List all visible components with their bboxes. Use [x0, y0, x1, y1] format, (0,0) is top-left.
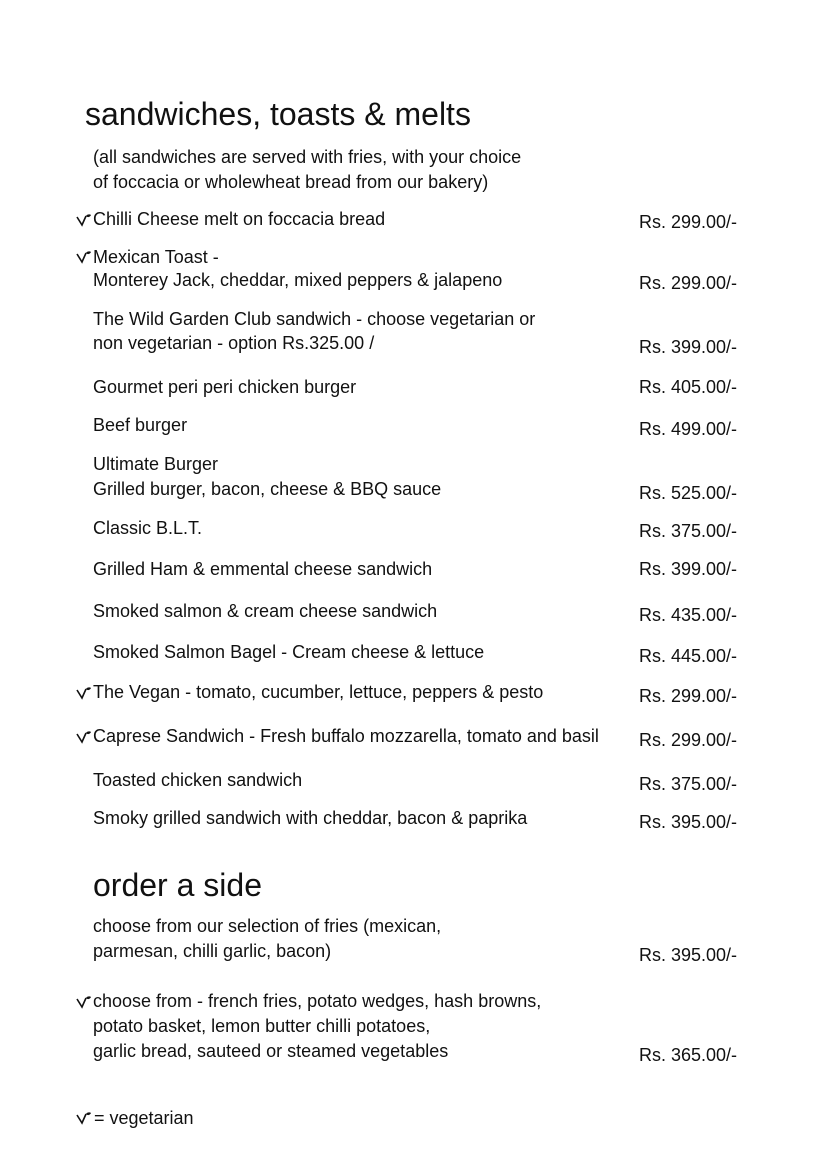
- menu-item-price: Rs. 399.00/-: [639, 559, 738, 579]
- menu-item-price: Rs. 499.00/-: [639, 419, 738, 439]
- menu-item-name: Grilled Ham & emmental cheese sandwich: [93, 559, 433, 579]
- menu-item-price: Rs. 395.00/-: [639, 945, 738, 965]
- legend-label: = vegetarian: [94, 1108, 194, 1128]
- menu-item-price: Rs. 395.00/-: [639, 812, 738, 832]
- menu-item-price: Rs. 299.00/-: [639, 686, 738, 706]
- menu-item-name: Smoked Salmon Bagel - Cream cheese & lettuce: [93, 642, 485, 662]
- menu-item-description: Grilled burger, bacon, cheese & BBQ sauce: [93, 479, 442, 499]
- menu-item-name: Smoky grilled sandwich with cheddar, bacon & paprika: [93, 808, 528, 828]
- menu-item-name: The Vegan - tomato, cucumber, lettuce, peppers & pesto: [93, 682, 544, 702]
- vegetarian-leaf-icon: [76, 730, 92, 744]
- vegetarian-leaf-icon: [76, 995, 92, 1009]
- menu-item-name: Caprese Sandwich - Fresh buffalo mozzarella, tomato and basil: [93, 726, 599, 746]
- vegetarian-leaf-icon: [76, 686, 92, 700]
- section-note-line-2: of foccacia or wholewheat bread from our bakery): [93, 172, 489, 192]
- menu-item-price: Rs. 299.00/-: [639, 730, 738, 750]
- menu-item-name: Toasted chicken sandwich: [93, 770, 303, 790]
- menu-item-price: Rs. 365.00/-: [639, 1045, 738, 1065]
- menu-item-description: potato basket, lemon butter chilli potatoes,: [93, 1016, 431, 1036]
- menu-item-name: choose from - french fries, potato wedges, hash browns,: [93, 991, 542, 1011]
- section-title-sides: order a side: [93, 867, 262, 903]
- menu-item-name: Beef burger: [93, 415, 188, 435]
- menu-item-name: Smoked salmon & cream cheese sandwich: [93, 601, 438, 621]
- section-title-sandwiches: sandwiches, toasts & melts: [85, 96, 471, 132]
- menu-item-price: Rs. 299.00/-: [639, 273, 738, 293]
- menu-item-price: Rs. 399.00/-: [639, 337, 738, 357]
- menu-item-name: The Wild Garden Club sandwich - choose vegetarian or: [93, 309, 536, 329]
- menu-item-name: Classic B.L.T.: [93, 518, 203, 538]
- menu-item-name: choose from our selection of fries (mexican,: [93, 916, 442, 936]
- menu-item-name: Mexican Toast -: [93, 247, 219, 267]
- menu-item-price: Rs. 405.00/-: [639, 377, 738, 397]
- menu-item-description: parmesan, chilli garlic, bacon): [93, 941, 332, 961]
- menu-item-name: Ultimate Burger: [93, 454, 219, 474]
- vegetarian-leaf-icon: [76, 213, 92, 227]
- menu-item-price: Rs. 525.00/-: [639, 483, 738, 503]
- menu-item-price: Rs. 375.00/-: [639, 521, 738, 541]
- menu-item-description: Monterey Jack, cheddar, mixed peppers & jalapeno: [93, 270, 503, 290]
- menu-item-price: Rs. 435.00/-: [639, 605, 738, 625]
- menu-item-name: Chilli Cheese melt on foccacia bread: [93, 209, 386, 229]
- menu-item-name: Gourmet peri peri chicken burger: [93, 377, 357, 397]
- menu-item-description: garlic bread, sauteed or steamed vegetables: [93, 1041, 449, 1061]
- menu-item-price: Rs. 299.00/-: [639, 212, 738, 232]
- menu-item-price: Rs. 445.00/-: [639, 646, 738, 666]
- vegetarian-leaf-icon: [76, 1111, 92, 1125]
- menu-item-price: Rs. 375.00/-: [639, 774, 738, 794]
- section-note-line-1: (all sandwiches are served with fries, with your choice: [93, 147, 522, 167]
- menu-item-description: non vegetarian - option Rs.325.00 /: [93, 333, 375, 353]
- vegetarian-leaf-icon: [76, 250, 92, 264]
